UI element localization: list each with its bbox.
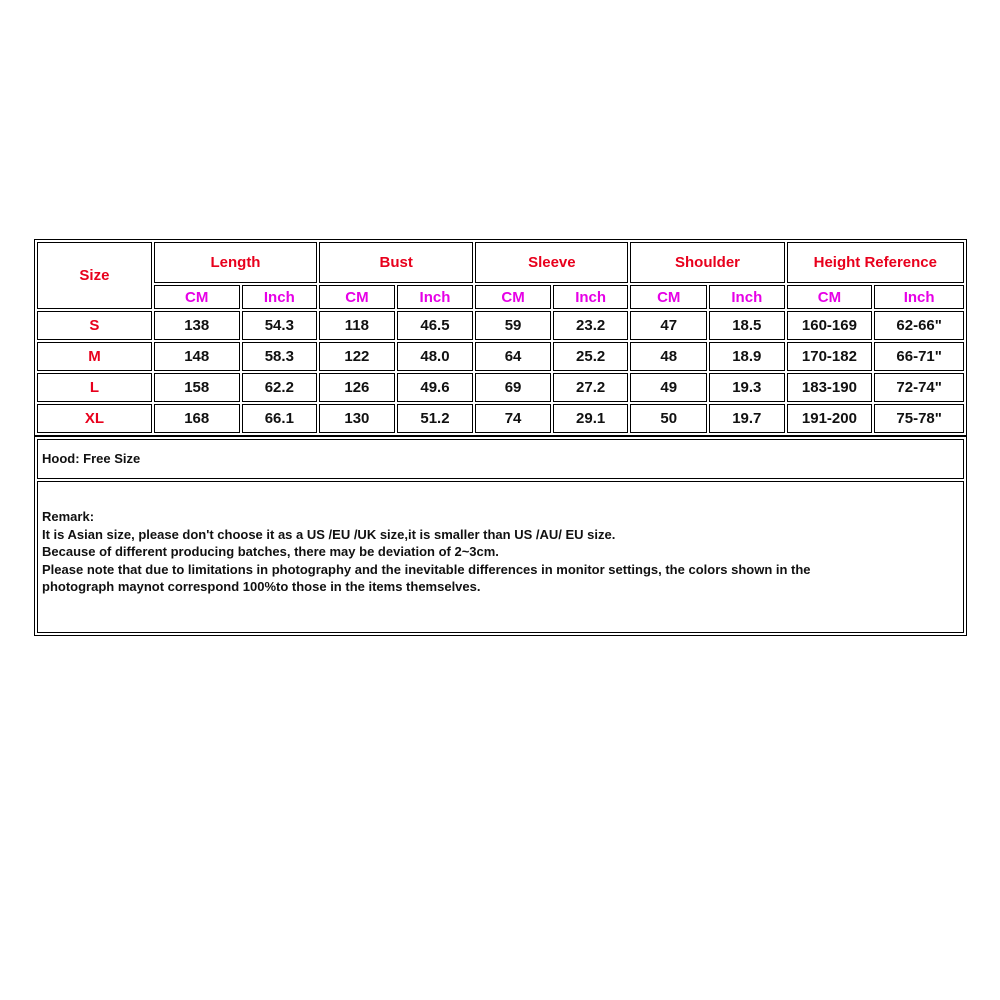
value-cell: 19.3 [709, 373, 785, 402]
value-cell: 27.2 [553, 373, 629, 402]
remark-line: Because of different producing batches, there may be deviation of 2~3cm. [42, 544, 499, 559]
value-cell: 23.2 [553, 311, 629, 340]
value-cell: 160-169 [787, 311, 873, 340]
value-cell: 191-200 [787, 404, 873, 433]
value-cell: 59 [475, 311, 551, 340]
table-row [37, 404, 964, 433]
value-cell: 130 [319, 404, 395, 433]
header-unit-row [37, 285, 964, 309]
unit-header: Inch [874, 285, 964, 309]
value-cell: 62-66" [874, 311, 964, 340]
group-header-length: Length [154, 242, 317, 283]
group-header-sleeve: Sleeve [475, 242, 628, 283]
value-cell: 66-71" [874, 342, 964, 371]
size-cell: XL [37, 404, 152, 433]
size-cell: S [37, 311, 152, 340]
value-cell: 25.2 [553, 342, 629, 371]
value-cell: 48.0 [397, 342, 474, 371]
value-cell: 158 [154, 373, 240, 402]
value-cell: 66.1 [242, 404, 318, 433]
table-row [37, 373, 964, 402]
size-chart [34, 239, 967, 636]
value-cell: 64 [475, 342, 551, 371]
group-header-bust: Bust [319, 242, 473, 283]
value-cell: 72-74" [874, 373, 964, 402]
value-cell: 148 [154, 342, 240, 371]
unit-header: Inch [242, 285, 318, 309]
value-cell: 48 [630, 342, 707, 371]
value-cell: 62.2 [242, 373, 318, 402]
value-cell: 170-182 [787, 342, 873, 371]
unit-header: CM [630, 285, 707, 309]
value-cell: 46.5 [397, 311, 474, 340]
value-cell: 54.3 [242, 311, 318, 340]
group-header-height-reference: Height Reference [787, 242, 964, 283]
value-cell: 126 [319, 373, 395, 402]
notes-box [34, 436, 967, 636]
table-row [37, 311, 964, 340]
value-cell: 49 [630, 373, 707, 402]
value-cell: 58.3 [242, 342, 318, 371]
value-cell: 183-190 [787, 373, 873, 402]
value-cell: 118 [319, 311, 395, 340]
remark-line: Please note that due to limitations in photography and the inevitable differences in monitor settings, the colors shown in the [42, 561, 811, 577]
size-cell: L [37, 373, 152, 402]
size-cell: M [37, 342, 152, 371]
value-cell: 122 [319, 342, 395, 371]
value-cell: 138 [154, 311, 240, 340]
unit-header: Inch [709, 285, 785, 309]
remark-title: Remark: [42, 509, 95, 524]
unit-header: CM [319, 285, 395, 309]
value-cell: 69 [475, 373, 551, 402]
unit-header: CM [154, 285, 240, 309]
hood-note-cell [37, 439, 964, 479]
value-cell: 49.6 [397, 373, 474, 402]
value-cell: 19.7 [709, 404, 785, 433]
remark-cell [37, 481, 964, 633]
size-header: Size [37, 242, 152, 309]
unit-header: Inch [397, 285, 474, 309]
value-cell: 18.5 [709, 311, 785, 340]
unit-header: CM [475, 285, 551, 309]
remark-line: photograph maynot correspond 100%to those in the items themselves. [42, 579, 481, 594]
header-group-row [37, 242, 964, 283]
unit-header: Inch [553, 285, 629, 309]
value-cell: 29.1 [553, 404, 629, 433]
remark-line: It is Asian size, please don't choose it as a US /EU /UK size,it is smaller than US /AU/ EU size. [42, 526, 616, 542]
value-cell: 18.9 [709, 342, 785, 371]
group-header-shoulder: Shoulder [630, 242, 784, 283]
value-cell: 168 [154, 404, 240, 433]
value-cell: 74 [475, 404, 551, 433]
unit-header: CM [787, 285, 873, 309]
value-cell: 75-78" [874, 404, 964, 433]
table-row [37, 342, 964, 371]
value-cell: 50 [630, 404, 707, 433]
hood-note: Hood: Free Size [42, 451, 141, 466]
value-cell: 47 [630, 311, 707, 340]
size-table [34, 239, 967, 436]
value-cell: 51.2 [397, 404, 474, 433]
